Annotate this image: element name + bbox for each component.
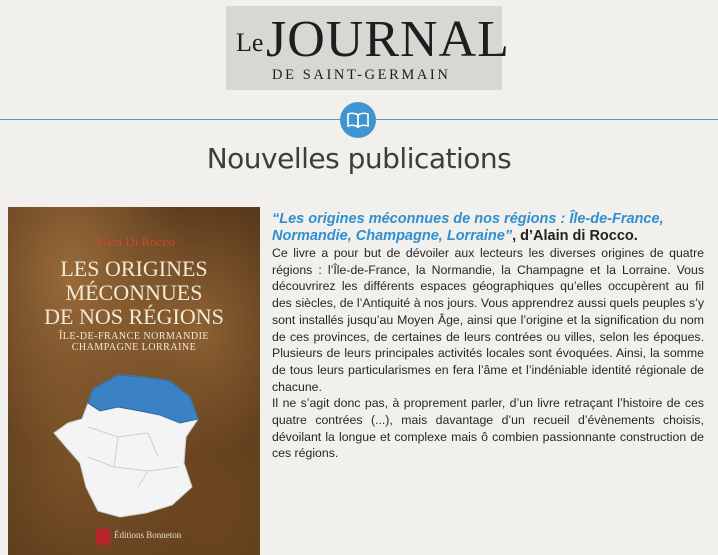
book-cover-image (8, 207, 260, 555)
cover-publisher: Éditions Bonneton (114, 530, 182, 540)
open-book-icon (340, 102, 376, 138)
cover-title-line: DE NOS RÉGIONS (44, 304, 224, 329)
article-book-title: “Les origines méconnues de nos régions : Île-de-France, Normandie, Champagne, Lorraine” (272, 211, 664, 244)
newspaper-masthead (226, 6, 510, 90)
cover-subtitle (8, 331, 260, 353)
masthead-journal: JOURNAL (266, 11, 510, 68)
masthead-le: Le (236, 28, 264, 57)
publisher-logo (96, 529, 110, 545)
france-map-icon (48, 367, 208, 527)
article-paragraph: Ce livre a pour but de dévoiler aux lecteurs les diverses origines de quatre régions : l’Île-de-France, la Normandie, la Champagne et la Lorraine. Vous découvrirez les différents espaces géographiques qu’elles occupèrent au fil des siècles, de l’Antiquité à nos jours. Vous apprendrez aussi quels peuples s’y sont installés jusqu’au Moyen Âge, ainsi que l’origine et la signification du nom de ces provinces, de certaines de leurs contrées ou villes, selon les époques. Plusieurs de leurs principales activités locales sont évoquées. Ainsi, la somme de tous leurs particularismes en fera l’âme et l’indéniable identité régionale de chacune. (272, 246, 704, 394)
article-headline (272, 211, 704, 245)
cover-subtitle-line: ÎLE-DE-FRANCE NORMANDIE (58, 331, 210, 342)
cover-subtitle-line: CHAMPAGNE LORRAINE (71, 342, 197, 353)
cover-title-line: LES ORIGINES (60, 256, 208, 281)
article-body (272, 245, 704, 462)
article-byline: , d’Alain di Rocco. (512, 228, 638, 244)
article-paragraph: Il ne s’agit donc pas, à proprement parler, d’un livre retraçant l’histoire de ces quatre contrées (...), mais davantage d’un recueil d’évènements choisis, dévoilant la longue et complexe mais ô combien passionnante construction de ces régions. (272, 396, 704, 461)
cover-title-line: MÉCONNUES (65, 280, 203, 305)
cover-title (8, 257, 260, 329)
masthead-subtitle: DE SAINT-GERMAIN (272, 67, 451, 83)
section-title: Nouvelles publications (206, 142, 512, 175)
cover-author: Alain Di Rocco (93, 234, 175, 249)
